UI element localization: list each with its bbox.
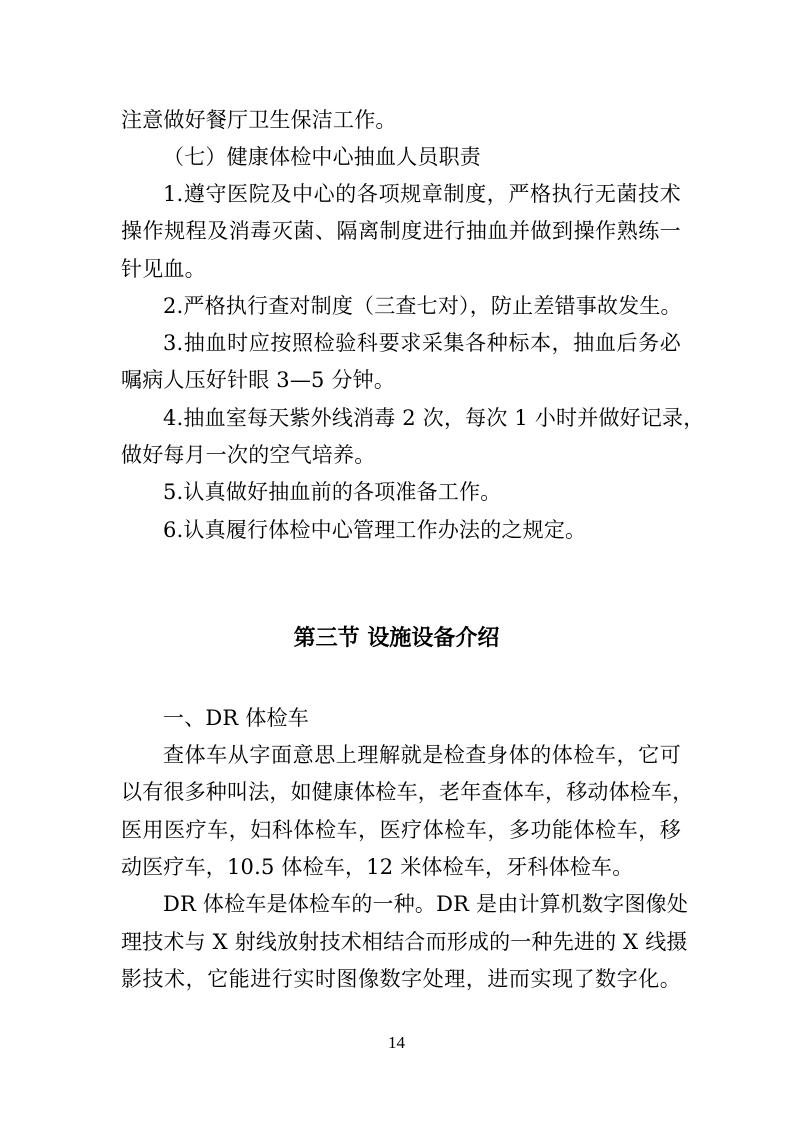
paragraph-line-continuation: 注意做好餐厅卫生保洁工作。 [121,108,397,132]
duty-item-4-line-2: 做好每月一次的空气培养。 [121,443,376,467]
subsection-heading-blood-staff: （七）健康体检中心抽血人员职责 [163,145,481,169]
duty-item-3-line-1: 3.抽血时应按照检验科要求采集各种标本，抽血后务必 [163,331,681,355]
duty-item-1-line-3: 针见血。 [121,257,206,281]
dr-paragraph-2-line-3: 影技术，它能进行实时图像数字处理，进而实现了数字化。 [121,967,681,991]
subsection-heading-dr-vehicle: 一、DR 体检车 [163,706,309,730]
duty-item-3-line-2: 嘱病人压好针眼 3—5 分钟。 [121,368,396,392]
dr-paragraph-1-line-1: 查体车从字面意思上理解就是检查身体的体检车，它可 [163,743,681,767]
dr-paragraph-1-line-4: 动医疗车，10.5 体检车，12 米体检车，牙科体检车。 [121,855,634,879]
page-number: 14 [388,1033,405,1052]
duty-item-5: 5.认真做好抽血前的各项准备工作。 [163,480,502,504]
dr-paragraph-2-line-2: 理技术与 X 射线放射技术相结合而形成的一种先进的 X 线摄 [121,930,688,954]
duty-item-2: 2.严格执行查对制度（三查七对），防止差错事故发生。 [163,294,682,318]
section-title: 第三节 设施设备介绍 [293,626,500,651]
duty-item-6: 6.认真履行体检中心管理工作办法的之规定。 [163,518,587,542]
dr-paragraph-1-line-2: 以有很多种叫法，如健康体检车，老年查体车，移动体检车， [121,780,694,804]
dr-paragraph-2-line-1: DR 体检车是体检车的一种。DR 是由计算机数字图像处 [163,892,689,916]
duty-item-4-line-1: 4.抽血室每天紫外线消毒 2 次，每次 1 小时并做好记录， [163,406,705,430]
duty-item-1-line-2: 操作规程及消毒灭菌、隔离制度进行抽血并做到操作熟练一 [121,219,681,243]
duty-item-1-line-1: 1.遵守医院及中心的各项规章制度，严格执行无菌技术 [163,182,681,206]
dr-paragraph-1-line-3: 医用医疗车，妇科体检车，医疗体检车，多功能体检车，移 [121,818,681,842]
